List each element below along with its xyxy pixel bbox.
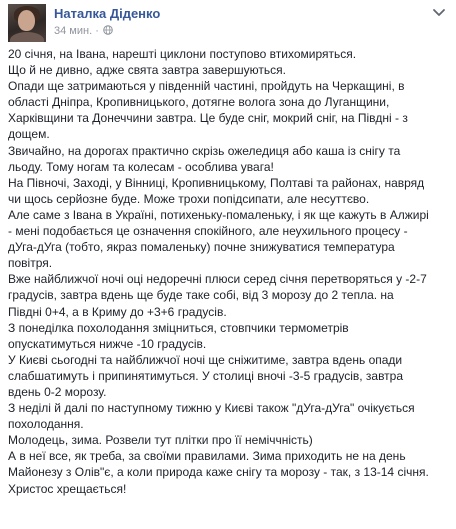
post-text-line: Вже найближчої ночі оці недоречні плюси серед січня перетворяться у -2-7: [8, 272, 427, 287]
post-text-line: дУга-дУга (тобто, якраз помаленьку) почне знижуватися температура: [8, 240, 395, 255]
post-text-line: На Півночі, Заході, у Вінниці, Кропивницькому, Полтаві та районах, навряд: [8, 175, 425, 190]
globe-icon[interactable]: [103, 25, 113, 35]
post-text-line: вдень 0-2 морозу.: [8, 384, 107, 399]
post-header: [8, 4, 448, 42]
avatar-shoulders: [10, 32, 44, 42]
post-time[interactable]: 34 мин.: [54, 25, 93, 37]
post-text-line: області Дніпра, Кропивницького, дотягне волога зона до Луганщини,: [8, 95, 390, 110]
post-text-line: З неділі й далі по наступному тижню у Києві також "дУга-дУга" очікується: [8, 401, 415, 416]
post-text-line: дощем.: [8, 127, 50, 142]
post-text-line: слабшатимуть і припинятимуться. У столиці вночі -3-5 градусів, завтра: [8, 368, 404, 383]
post-text: [8, 46, 452, 497]
post-text-line: З понеділка похолодання зміцниться, стовпчики термометрів: [8, 320, 349, 335]
post-text-line: Майонезу з Олів"є, а коли природа каже снігу та морозу - так, з 13-14 січня.: [8, 465, 429, 480]
author-name[interactable]: Наталка Діденко: [54, 6, 161, 21]
post-text-line: А в неї все, як треба, за своїми правилами. Зима приходить не на день: [8, 449, 406, 464]
post-text-line: опускатимуться нижче -10 градусів.: [8, 336, 207, 351]
post-text-line: Звичайно, на дорогах практично скрізь ожеледиця або каша із снігу та: [8, 143, 401, 158]
post-text-line: льоду. Тому ногам та колесам - особлива увага!: [8, 159, 274, 174]
post-text-line: У Києві сьогодні та найближчої ночі ще сніжитиме, завтра вдень опади: [8, 352, 403, 367]
post-text-line: Христос хрещається!: [8, 481, 127, 496]
post-text-line: повітря.: [8, 256, 53, 271]
post-text-line: Харківщини та Донеччини завтра. Це буде сніг, мокрий сніг, на Півдні - з: [8, 111, 408, 126]
post-text-line: - мені подобається це означення спокійного, але неухильного процесу -: [8, 224, 408, 239]
post-text-line: Що й не дивно, адже свята завтра завершуються.: [8, 63, 286, 78]
post-text-line: Опади ще затримаються у південній частині, пройдуть на Черкащині, в: [8, 79, 405, 94]
post-text-line: градусів, завтра вдень ще буде таке собі, від 3 морозу до 2 тепла. на: [8, 288, 394, 303]
post-text-line: Півдні 0+4, а в Криму до +3+6 градусів.: [8, 304, 227, 319]
post-text-line: похолодання.: [8, 417, 84, 432]
post-text-line: чи щось серйозне буде. Може трохи попідсипати, але несуттєво.: [8, 191, 370, 206]
post-text-line: Але саме з Івана в Україні, потихеньку-помаленьку, і як ще кажуть в Алжирі: [8, 207, 429, 222]
chevron-down-icon[interactable]: [432, 8, 446, 18]
post-text-line: 20 січня, на Івана, нарешті циклони поступово втихомиряться.: [8, 47, 357, 61]
avatar-face: [18, 10, 35, 31]
post-meta: [54, 25, 113, 37]
avatar[interactable]: [8, 4, 46, 42]
meta-separator: ·: [95, 25, 99, 37]
post-text-line: Молодець, зима. Розвели тут плітки про її неміччність): [8, 433, 313, 448]
